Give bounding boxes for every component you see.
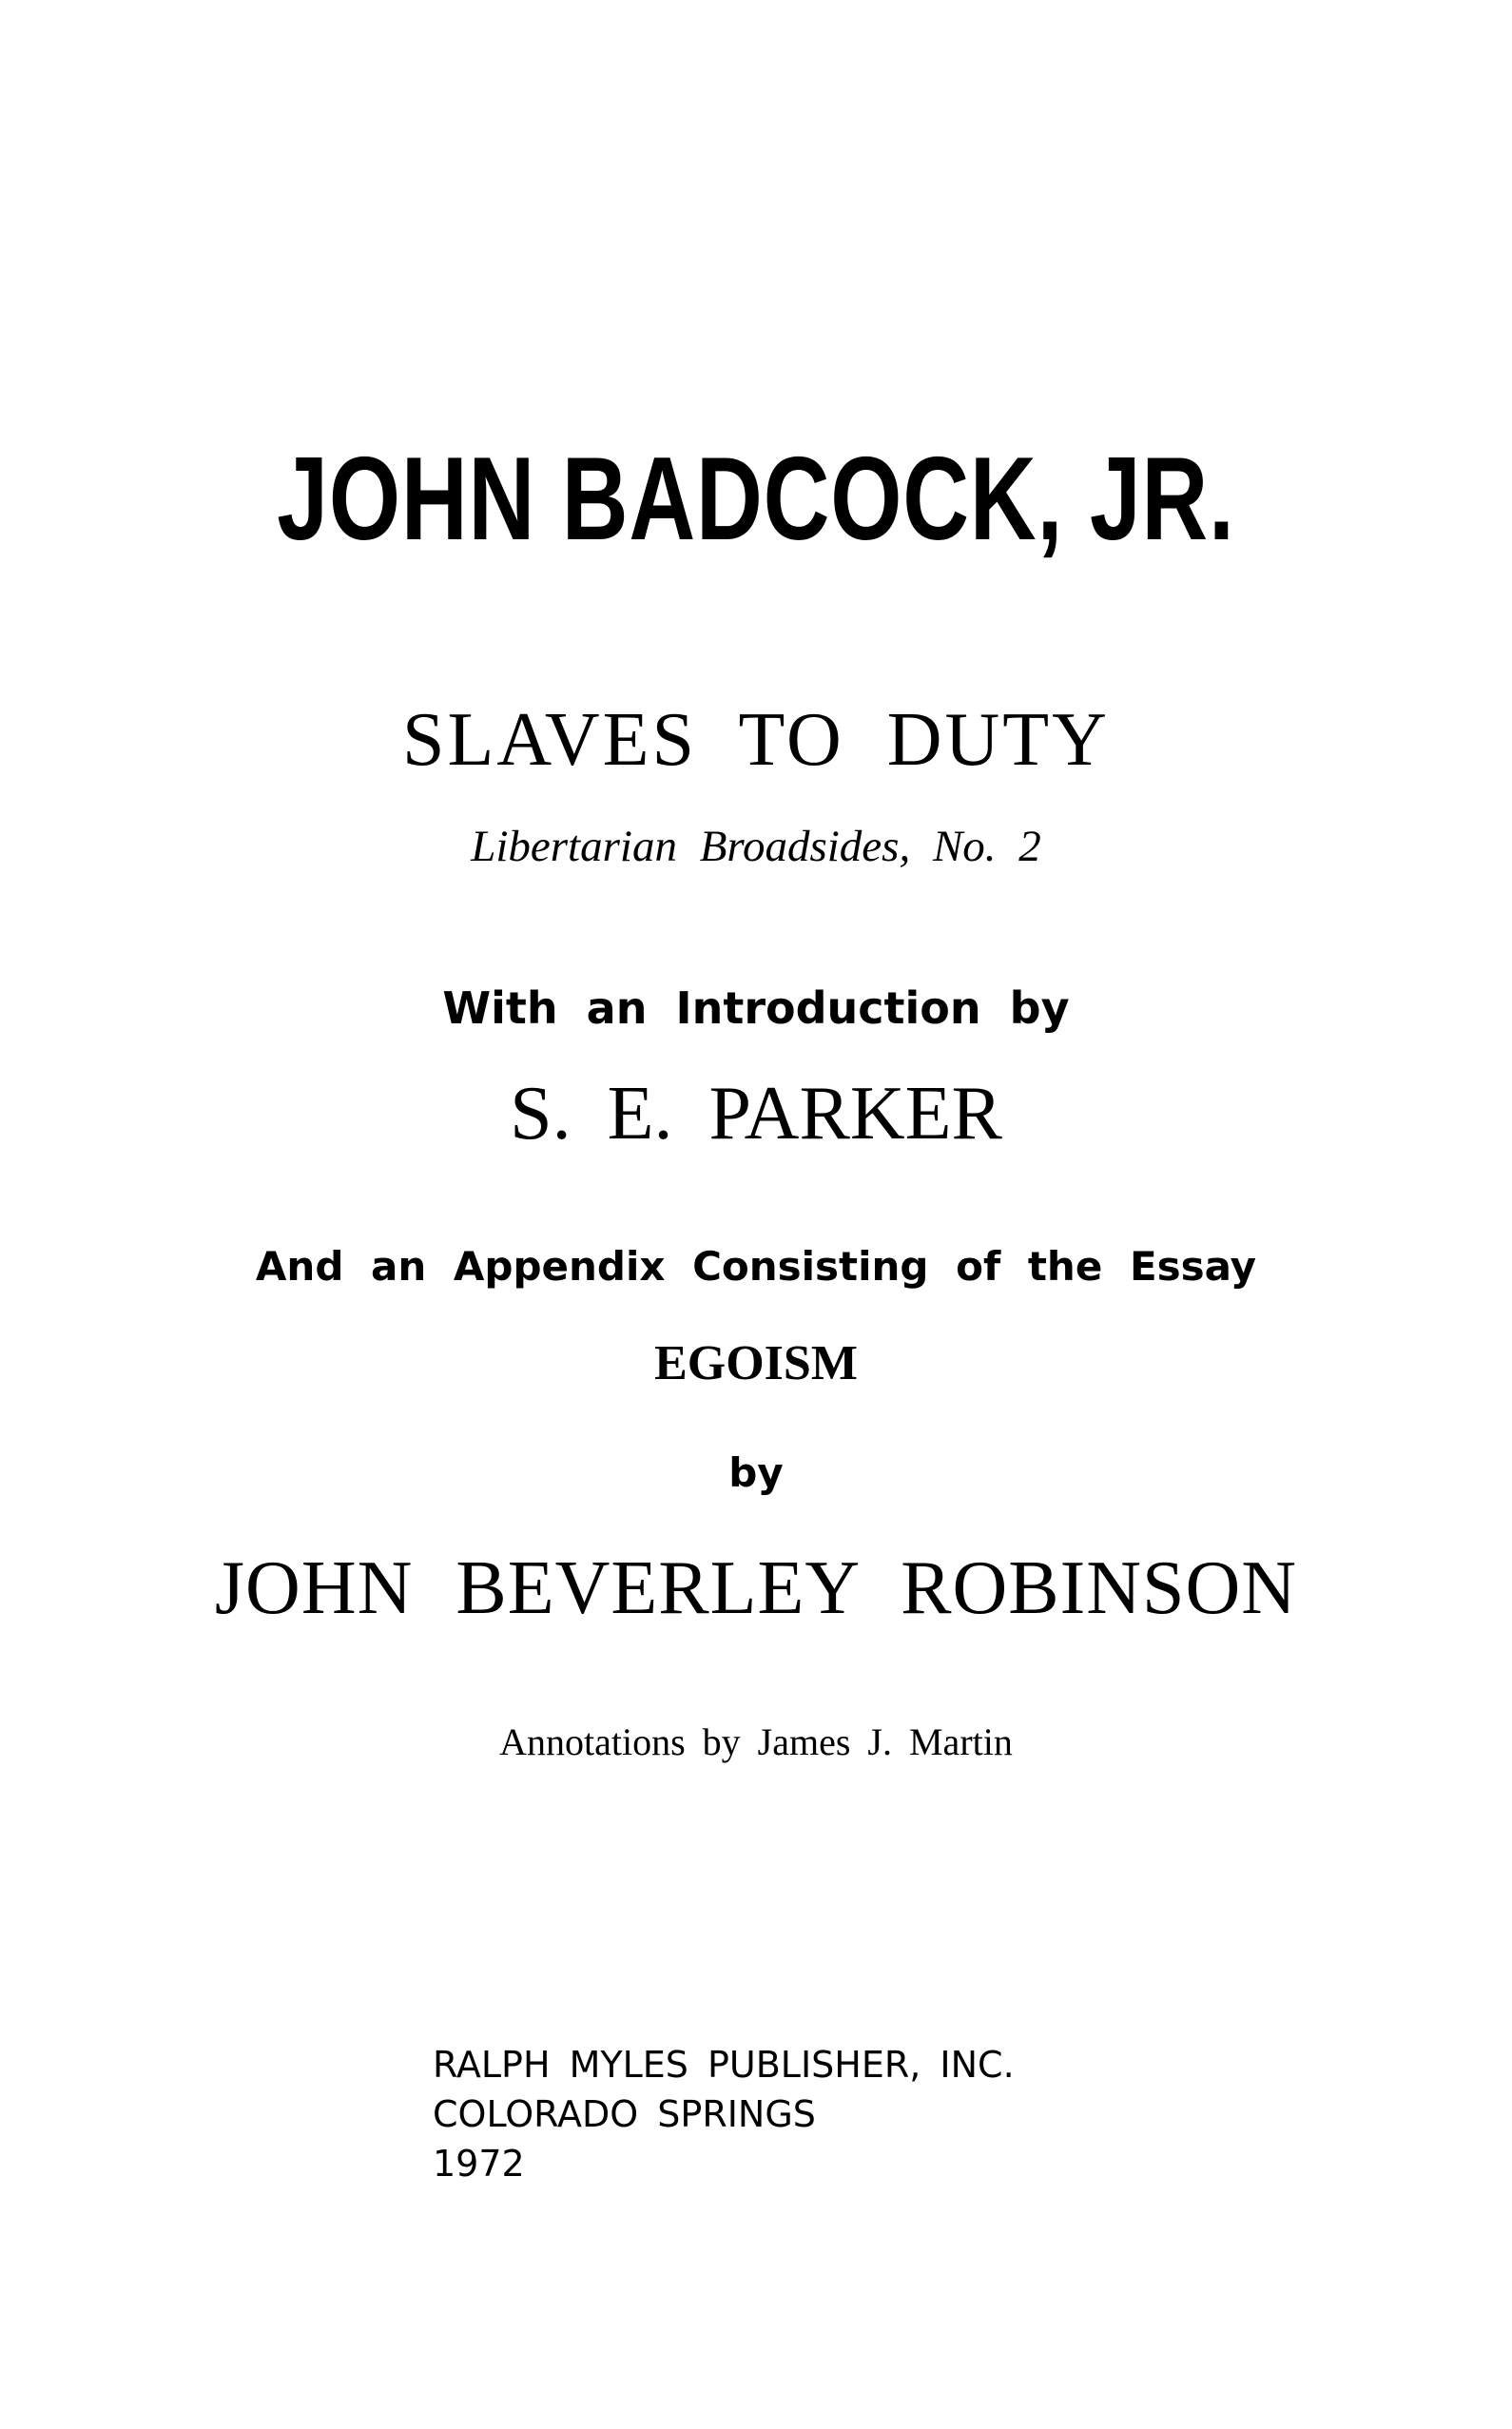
publisher-imprint: [433, 2040, 1015, 2188]
essay-author: JOHN BEVERLEY ROBINSON: [214, 1546, 1298, 1630]
introduction-credit-label: With an Introduction by: [442, 982, 1070, 1034]
book-title: SLAVES TO DUTY: [402, 698, 1110, 782]
series-label: Libertarian Broadsides, No. 2: [471, 822, 1041, 871]
publisher-city: COLORADO SPRINGS: [433, 2093, 816, 2135]
publisher-name: RALPH MYLES PUBLISHER, INC.: [433, 2044, 1015, 2086]
introduction-author: S. E. PARKER: [510, 1072, 1002, 1156]
annotations-credit: Annotations by James J. Martin: [499, 1720, 1013, 1763]
essay-title: EGOISM: [654, 1336, 858, 1390]
appendix-credit-label: And an Appendix Consisting of the Essay: [255, 1243, 1257, 1290]
book-author: JOHN BADCOCK, JR.: [277, 434, 1235, 565]
essay-by-label: by: [728, 1449, 784, 1496]
publication-year: 1972: [433, 2143, 525, 2185]
